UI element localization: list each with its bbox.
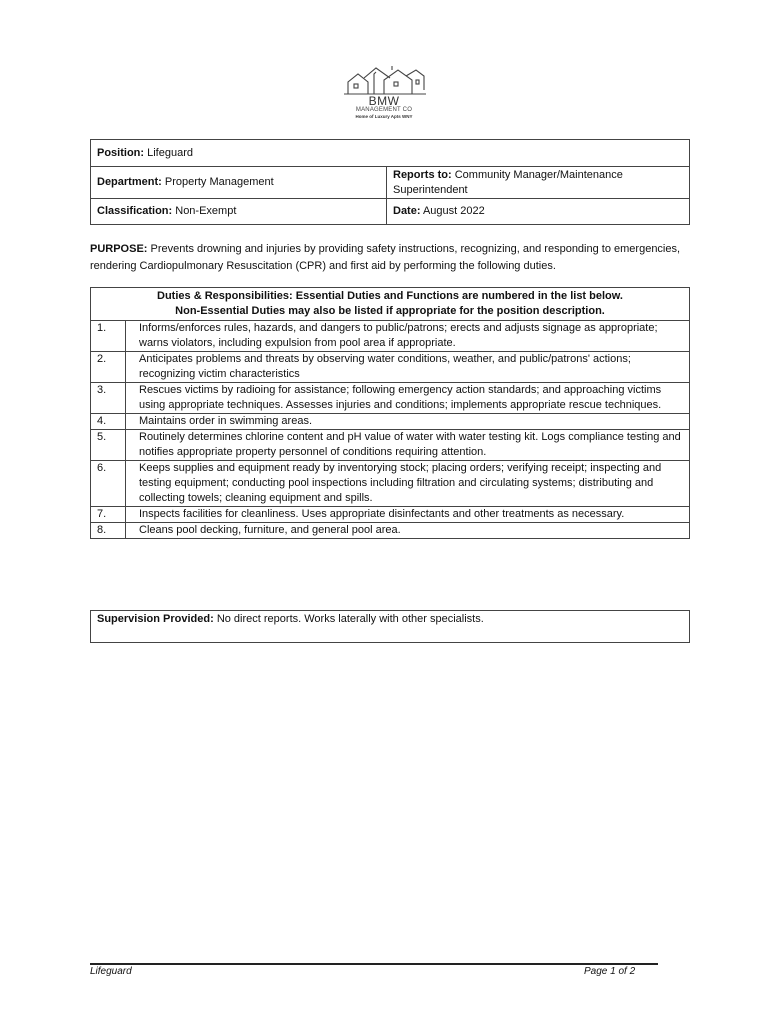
footer-document-title: Lifeguard <box>90 966 132 977</box>
department-value: Property Management <box>164 176 274 188</box>
duty-number: 6. <box>91 461 126 507</box>
date-cell <box>387 199 690 225</box>
classification-value: Non-Exempt <box>175 205 237 217</box>
duty-text: Anticipates problems and threats by observing water conditions, weather, and public/patrons' actions; recognizing victim characteristics <box>126 352 690 383</box>
position-cell <box>91 140 690 167</box>
reports-to-cell <box>387 167 690 199</box>
supervision-label: Supervision Provided: <box>97 613 214 625</box>
department-cell <box>91 167 387 199</box>
duty-row <box>91 523 690 539</box>
duty-number: 2. <box>91 352 126 383</box>
duties-header-line1: Duties & Responsibilities: Essential Duties and Functions are numbered in the list below. <box>157 290 623 302</box>
company-logo <box>340 60 428 124</box>
position-value: Lifeguard <box>147 146 193 159</box>
duty-text: Informs/enforces rules, hazards, and dangers to public/patrons; erects and adjusts signage as appropriate; warns violators, including expulsion from pool area if appropriate. <box>126 321 690 352</box>
duty-row <box>91 507 690 523</box>
supervision-text: No direct reports. Works laterally with other specialists. <box>216 613 484 625</box>
reports-to-label: Reports to: <box>393 168 452 181</box>
duty-row <box>91 414 690 430</box>
duty-text: Keeps supplies and equipment ready by inventorying stock; placing orders; verifying receipt; inspecting and testing equipment; conducting pool inspections including filtration and circulating systems; distributing and collecting towels; cleaning equipment and spills. <box>126 461 690 507</box>
duties-header-line2: Non-Essential Duties may also be listed if appropriate for the position description. <box>175 305 605 317</box>
duty-text: Routinely determines chlorine content and pH value of water with water testing kit. Logs compliance testing and notifies appropriate property personnel of conditions requiring attention. <box>126 430 690 461</box>
duty-text: Maintains order in swimming areas. <box>126 414 690 430</box>
classification-cell <box>91 199 387 225</box>
logo-tagline: Home of Luxury Apts WNY <box>355 114 413 119</box>
date-value: August 2022 <box>422 205 485 217</box>
date-label: Date: <box>393 205 421 217</box>
duty-row <box>91 430 690 461</box>
duties-header <box>91 288 690 321</box>
footer-divider <box>90 963 658 965</box>
supervision-cell <box>91 611 690 643</box>
purpose-text: Prevents drowning and injuries by providing safety instructions, recognizing, and responding to emergencies, rendering Cardiopulmonary Resuscitation (CPR) and first aid by performing the following duties. <box>90 243 681 272</box>
duties-table <box>90 287 690 539</box>
duty-text: Cleans pool decking, furniture, and general pool area. <box>126 523 690 539</box>
purpose-label: PURPOSE: <box>90 243 148 255</box>
duty-number: 4. <box>91 414 126 430</box>
duty-text: Rescues victims by radioing for assistance; following emergency action standards; and approaching victims using appropriate techniques. Assesses injuries and conditions; implements appropriate rescue techniques. <box>126 383 690 414</box>
duty-row <box>91 383 690 414</box>
duty-text: Inspects facilities for cleanliness. Uses appropriate disinfectants and other treatments as necessary. <box>126 507 690 523</box>
logo-subtitle: MANAGEMENT CO <box>355 107 413 113</box>
duty-number: 8. <box>91 523 126 539</box>
purpose-paragraph <box>90 241 700 275</box>
duty-row <box>91 321 690 352</box>
duty-row <box>91 461 690 507</box>
position-info-table <box>90 139 690 225</box>
duty-row <box>91 352 690 383</box>
classification-label: Classification: <box>97 205 173 217</box>
department-label: Department: <box>97 176 162 188</box>
reports-to-value: Community Manager/Maintenance Superintendent <box>393 168 623 196</box>
duty-number: 1. <box>91 321 126 352</box>
logo-name: BMW <box>368 94 400 108</box>
duty-number: 7. <box>91 507 126 523</box>
house-skyline-icon <box>340 60 428 96</box>
position-label: Position: <box>97 146 145 159</box>
duty-number: 3. <box>91 383 126 414</box>
supervision-box <box>90 610 690 643</box>
duty-number: 5. <box>91 430 126 461</box>
footer-page-number: Page 1 of 2 <box>584 966 636 977</box>
